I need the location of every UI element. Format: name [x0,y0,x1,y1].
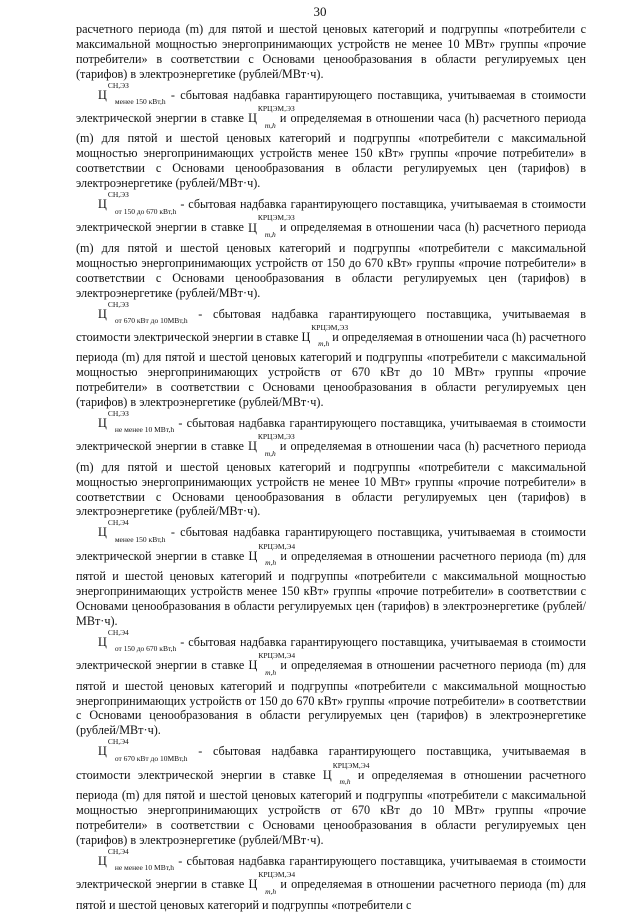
definition-paragraph [76,518,586,628]
rate-superscript: КРЦЭМ,ЭЗ [257,213,295,223]
rate-symbol [322,760,370,787]
rate-symbol [248,213,295,239]
definition-lead-text: - сбытовая надбавка гарантирующего поставщика, учитываемая в стоимости электрической энергии в ставке [76,306,586,344]
definition-lead-text: - сбытовая надбавка гарантирующего поставщика, учитываемая в стоимости электрической энергии в ставке [76,416,586,454]
page-number: 30 [313,4,327,19]
symbol-subscript: от 670 кВт до 10МВт,h [114,753,188,763]
definition-tail-text: и определяемая в отношении расчетного периода (m) для пятой и шестой ценовых категорий и подгруппы «потребители с максимальной мощностью энергопринимающих устройств от 150 до 670 кВт» группы «прочие потребители» в соответствии с Основами ценообразования в области регулируемых цен (тарифов) в электроэнергетике (рублей/МВт·ч). [76,658,586,738]
symbol-letter: Ц [98,197,107,212]
symbol-letter: Ц [98,744,107,759]
symbol-letter: Ц [98,416,107,430]
definition-tail-text: и определяемая в отношении расчетного периода (m) для пятой и шестой ценовых категорий и подгруппы «потребители с [76,877,586,912]
definition-lead-text: - сбытовая надбавка гарантирующего поставщика, учитываемая в стоимости электрической энергии в ставке [76,197,586,235]
definition-paragraph [76,846,586,912]
definitions-list [76,80,587,912]
rate-symbol [248,651,296,677]
rate-letter: Ц [248,439,257,454]
symbol-subscript: от 150 до 670 кВт,h [114,644,177,654]
symbol-subscript: менее 150 кВт,h [114,97,166,107]
rate-superscript: КРЦЭМ,ЭЗ [311,322,349,332]
definition-paragraph [76,737,586,847]
symbol-subscript: не менее 10 МВт,h [114,425,175,435]
symbol-subscript: от 150 до 670 кВт,h [114,206,177,216]
rate-letter: Ц [248,111,257,126]
symbol-superscript: СН,ЭЗ [107,408,129,418]
rate-subscript: m,h [265,886,277,896]
tariff-symbol [76,299,188,327]
rate-superscript: КРЦЭМ,ЭЗ [257,432,295,442]
tariff-symbol [76,627,177,655]
definition-tail-text: и определяемая в отношении часа (h) расчетного периода (m) для пятой и шестой ценовых категорий и подгруппы «потребители с максимальной мощностью энергопринимающих устройств от 150 до 670 кВт» группы «прочие потребители» в соответствии с Основами ценообразования в области регулируемых цен (тарифов) в электроэнергетике (рублей/МВт·ч). [76,220,586,300]
rate-letter: Ц [248,877,258,892]
rate-letter: Ц [301,329,311,344]
rate-subscript: m,h [264,229,276,239]
definition-paragraph [76,627,586,738]
rate-subscript: m,h [265,558,277,568]
rate-symbol [248,104,295,130]
rate-subscript: m,h [339,777,351,787]
definition-lead-text: - сбытовая надбавка гарантирующего поставщика, учитываемая в стоимости электрической энергии в ставке [76,853,586,892]
rate-superscript: КРЦЭМ,Э4 [332,760,370,770]
symbol-superscript: СН,Э4 [107,518,129,528]
definition-tail-text: и определяемая в отношении часа (h) расчетного периода (m) для пятой и шестой ценовых категорий и подгруппы «потребители с максимальной мощностью энергопринимающих устройств не менее 10 МВт» группы «прочие потребители» в соответствии с Основами ценообразования в области регулируемых цен (тарифов) в электроэнергетике (рублей/МВт·ч). [76,439,586,519]
symbol-superscript: СН,Э4 [107,846,129,856]
tariff-symbol [76,408,175,436]
definition-paragraph [76,190,586,300]
symbol-subscript: от 670 кВт до 10МВт,h [114,316,188,325]
definition-paragraph [76,408,586,519]
definition-lead-text: - сбытовая надбавка гарантирующего поставщика, учитываемая в стоимости электрической энергии в ставке [76,87,586,126]
rate-symbol [248,432,295,458]
definition-tail-text: и определяемая в отношении часа (h) расчетного периода (m) для пятой и шестой ценовых категорий и подгруппы «потребители с максимальной мощностью энергопринимающих устройств менее 150 кВт» группы «прочие потребители» в соответствии с Основами ценообразования в области регулируемых цен (тарифов) в электроэнергетике (рублей/МВт·ч). [76,111,586,191]
rate-letter: Ц [248,548,258,563]
definition-paragraph [76,299,587,410]
tariff-symbol [76,737,188,764]
rate-symbol [248,870,296,896]
symbol-superscript: СН,ЭЗ [107,299,129,309]
rate-superscript: КРЦЭМ,Э4 [258,651,296,661]
symbol-superscript: СН,Э4 [107,627,129,637]
symbol-letter: Ц [98,87,107,102]
tariff-symbol [76,846,175,874]
symbol-letter: Ц [98,853,107,868]
rate-letter: Ц [322,767,332,782]
tariff-symbol [76,80,166,108]
rate-superscript: КРЦЭМ,Э4 [258,541,296,551]
rate-subscript: m,h [318,339,330,349]
definition-lead-text: - сбытовая надбавка гарантирующего поставщика, учитываемая в стоимости электрической энергии в ставке [76,634,586,673]
rate-symbol [248,541,296,568]
symbol-subscript: менее 150 кВт,h [114,534,166,544]
tariff-symbol [76,518,166,545]
definition-lead-text: - сбытовая надбавка гарантирующего поставщика, учитываемая в стоимости электрической энергии в ставке [76,744,586,782]
rate-letter: Ц [248,220,257,235]
symbol-subscript: не менее 10 МВт,h [114,863,175,873]
document-body [76,22,586,912]
definition-tail-text: и определяемая в отношении расчетного периода (m) для пятой и шестой ценовых категорий и подгруппы «потребители с максимальной мощностью энергопринимающих устройств от 670 кВт до 10 МВт» группы «прочие потребители» в соответствии с Основами ценообразования в области регулируемых цен (тарифов) в электроэнергетике (рублей/МВт·ч). [76,767,586,847]
symbol-superscript: СН,Э4 [107,737,129,747]
rate-subscript: m,h [265,667,277,677]
symbol-superscript: СН,ЭЗ [107,190,129,200]
symbol-letter: Ц [98,634,107,649]
rate-superscript: КРЦЭМ,Э4 [258,870,296,880]
definition-lead-text: - сбытовая надбавка гарантирующего поставщика, учитываемая в стоимости электрической энергии в ставке [76,525,586,563]
definition-tail-text: и определяемая в отношении часа (h) расчетного периода (m) для пятой и шестой ценовых категорий и подгруппы «потребители с максимальной мощностью энергопринимающих устройств от 670 кВт до 10 МВт» группы «прочие потребители» в соответствии с Основами ценообразования в области регулируемых цен (тарифов) в электроэнергетике (рублей/МВт·ч). [76,329,587,410]
rate-subscript: m,h [264,448,276,458]
symbol-letter: Ц [98,525,107,540]
tariff-symbol [76,190,177,217]
rate-superscript: КРЦЭМ,ЭЗ [257,104,295,114]
rate-letter: Ц [248,658,258,673]
symbol-letter: Ц [98,306,107,321]
rate-subscript: m,h [264,120,276,130]
definition-tail-text: и определяемая в отношении расчетного периода (m) для пятой и шестой ценовых категорий и подгруппы «потребители с максимальной мощностью энергопринимающих устройств менее 150 кВт» группы «прочие потребители» в соответствии с Основами ценообразования в области регулируемых цен (тарифов) в электроэнергетике (рублей/МВт·ч). [76,548,586,628]
symbol-superscript: СН,ЭЗ [107,80,129,90]
rate-symbol [301,322,349,349]
intro-paragraph: расчетного периода (m) для пятой и шестой ценовых категорий и подгруппы «потребители с максимальной мощностью энергопринимающих устройств не менее 10 МВт» группы «прочие потребители» в соответствии с Основами ценообразования в области регулируемых цен (тарифов) в электроэнергетике (рублей/МВт·ч). [76,22,586,81]
definition-paragraph [76,80,586,191]
